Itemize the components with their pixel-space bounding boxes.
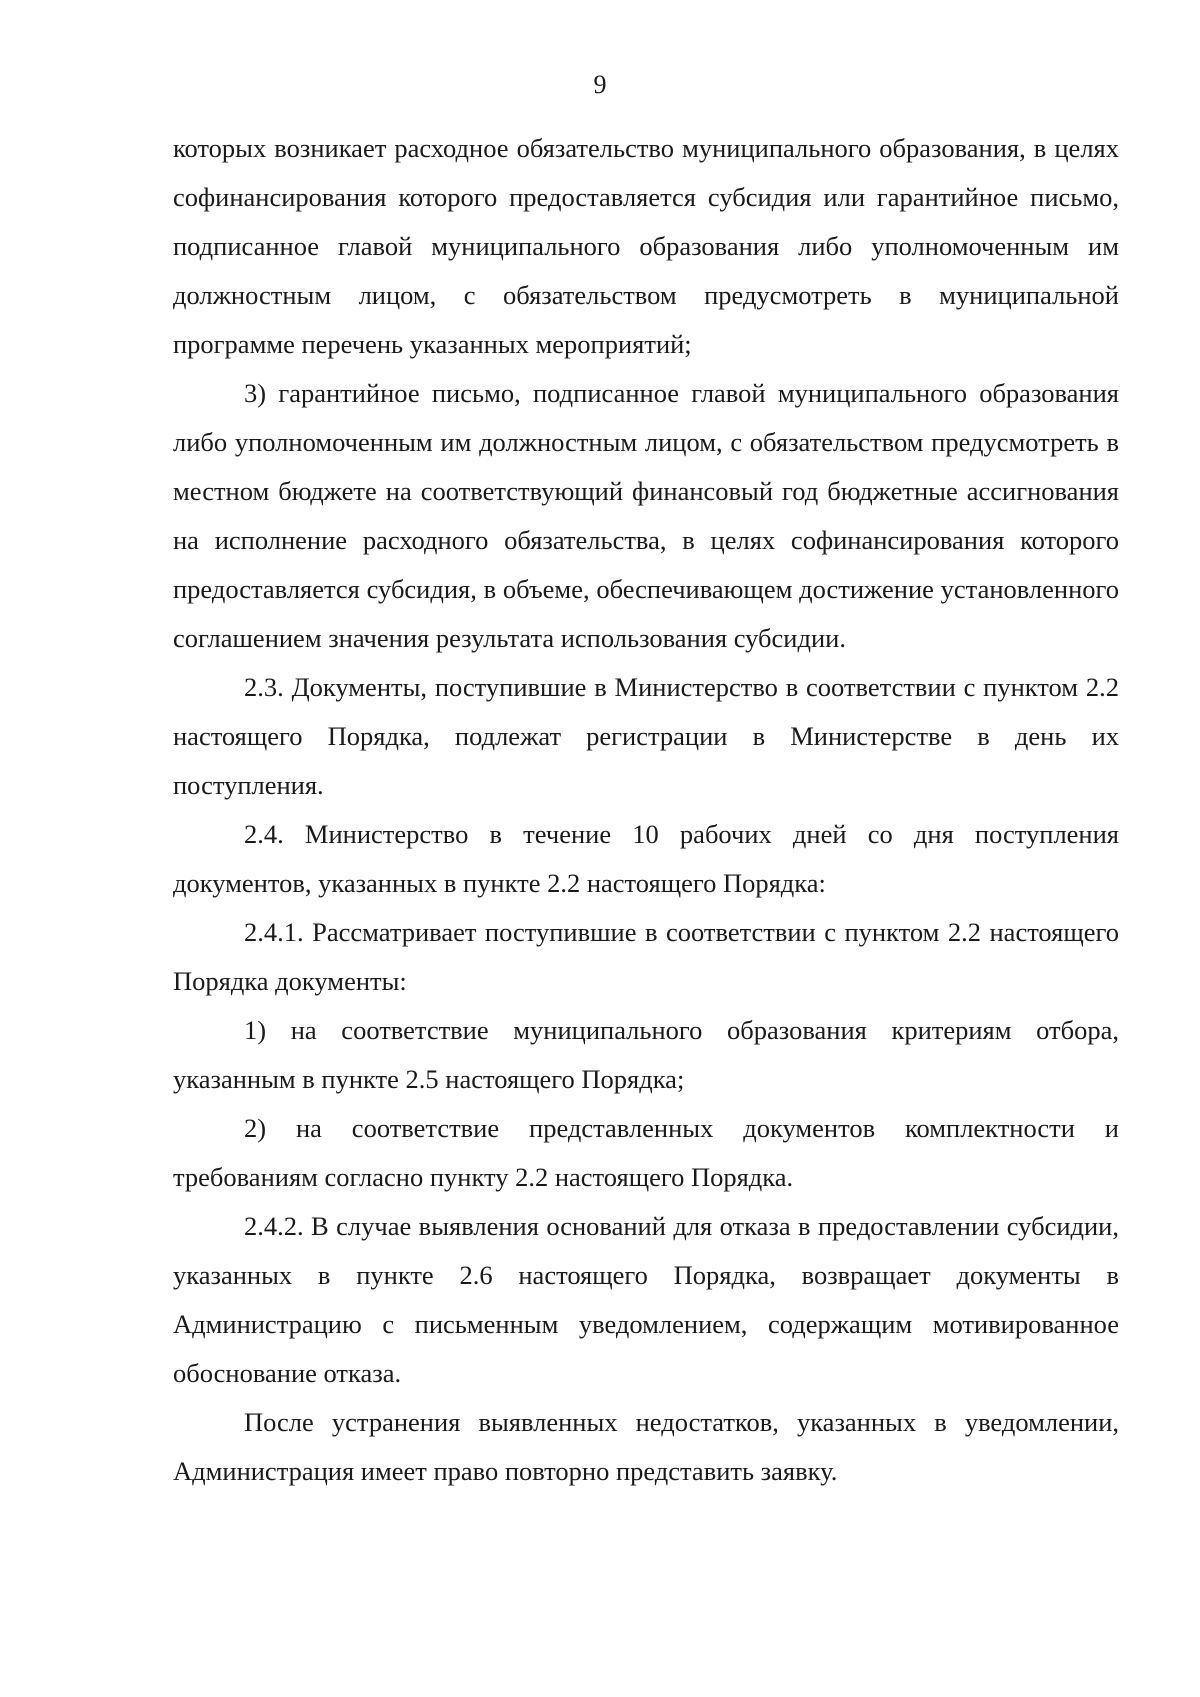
paragraph-2-3: 2.3. Документы, поступившие в Министерство в соответствии с пунктом 2.2 настоящего Порядка, подлежат регистрации в Министерстве в день их поступления.: [173, 672, 1119, 800]
paragraph-item-3: 3) гарантийное письмо, подписанное главой муниципального образования либо уполномоченным им должностным лицом, с обязательством предусмотреть в местном бюджете на соответствующий финансовый год бюджетные ассигнования на исполнение расходного обязательства, в целях софинансирования которого предоставляется субсидия, в объеме, обеспечивающем достижение установленного соглашением значения результата использования субсидии.: [173, 378, 1119, 653]
paragraph-2-4-1: 2.4.1. Рассматривает поступившие в соответствии с пунктом 2.2 настоящего Порядка документы:: [173, 917, 1119, 996]
paragraph-2-4: 2.4. Министерство в течение 10 рабочих дней со дня поступления документов, указанных в пункте 2.2 настоящего Порядка:: [173, 819, 1119, 898]
document-body: [173, 124, 1119, 1496]
paragraph-resubmission: После устранения выявленных недостатков, указанных в уведомлении, Администрация имеет право повторно представить заявку.: [173, 1407, 1119, 1486]
page-number: 9: [593, 70, 607, 99]
paragraph-item-1: 1) на соответствие муниципального образования критериям отбора, указанным в пункте 2.5 настоящего Порядка;: [173, 1015, 1119, 1094]
paragraph-item-2: 2) на соответствие представленных документов комплектности и требованиям согласно пункту 2.2 настоящего Порядка.: [173, 1113, 1119, 1192]
paragraph-2-4-2: 2.4.2. В случае выявления оснований для отказа в предоставлении субсидии, указанных в пункте 2.6 настоящего Порядка, возвращает документы в Администрацию с письменным уведомлением, содержащим мотивированное обоснование отказа.: [173, 1211, 1119, 1388]
paragraph-continuation: которых возникает расходное обязательство муниципального образования, в целях софинансирования которого предоставляется субсидия или гарантийное письмо, подписанное главой муниципального образования либо уполномоченным им должностным лицом, с обязательством предусмотреть в муниципальной программе перечень указанных мероприятий;: [173, 133, 1119, 359]
